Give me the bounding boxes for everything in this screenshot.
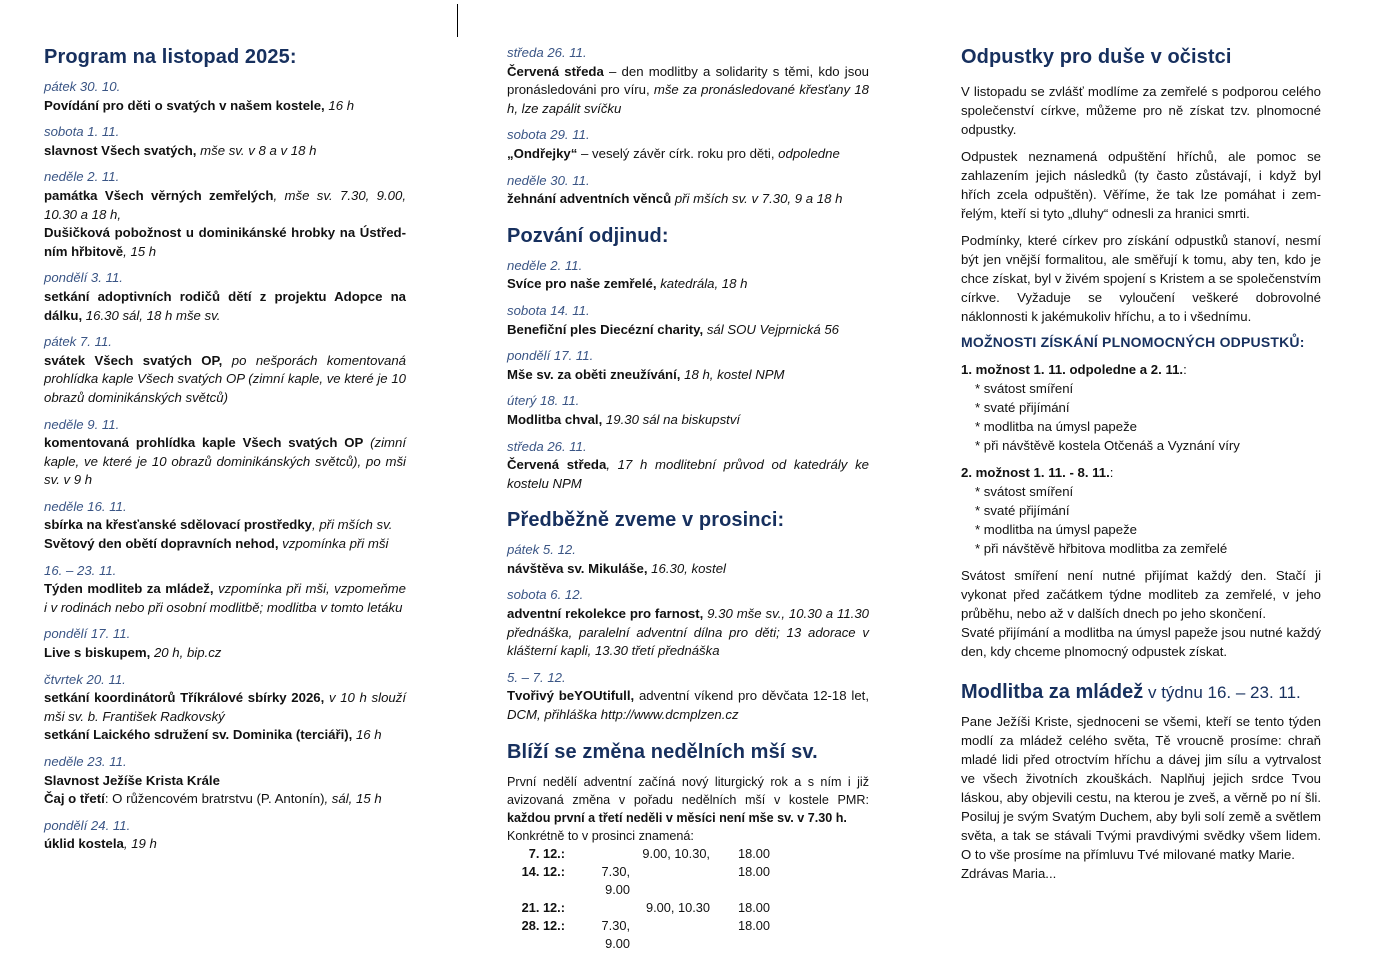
mass-intro: První nedělí adventní začíná nový liturgický rok a s ním i již avizovaná změna v pořadu nedělních mší v kostele PMR: <box>507 774 869 807</box>
event-desc <box>507 687 869 724</box>
option2-title: 2. možnost 1. 11. - 8. 11.: <box>961 465 1114 480</box>
event-desc <box>44 434 406 490</box>
event-details: , 17 h modlitební průvod od katedrály ke kostelu NPM <box>507 457 869 491</box>
event-item <box>44 625 406 662</box>
event-details: 16 h <box>324 97 355 113</box>
mass-times-early <box>575 899 630 917</box>
event-item <box>44 498 406 554</box>
event-item <box>44 78 406 115</box>
event-details: , mše sv. 7.30, 9.00, 10.30 a 18 h, <box>44 187 406 222</box>
event-details: po nešporách komentovaná prohlídka kaple Všech svatých OP (zimní kaple, ve které je 10 obrazů dominikánských světců) <box>44 352 406 405</box>
event-date: sobota 1. 11. <box>44 124 120 140</box>
event-title: Týden modliteb za mládež, <box>44 581 214 597</box>
event-title: setkání koordinátorů Tříkrálové sbírky 2026, <box>44 690 325 706</box>
event-desc <box>507 275 869 294</box>
event-details: 20 h, bip.cz <box>150 645 222 661</box>
event-title: Modlitba chval, <box>507 411 603 427</box>
indulgences-p4b: Svaté přijímání a modlitba na úmysl papeže jsou nutné každý den, kdy chceme plnomocný odpustek získat. <box>961 625 1321 659</box>
event-item <box>507 126 869 163</box>
event-title: svátek Všech svatých OP, <box>44 352 223 368</box>
event-date: 16. – 23. 11. <box>44 562 117 578</box>
event-item <box>507 257 869 294</box>
option-item: * svaté přijímání <box>975 501 1321 520</box>
event-desc <box>507 605 869 661</box>
mass-date: 14. 12.: <box>521 863 565 879</box>
event-date: neděle 23. 11. <box>44 754 127 769</box>
event-title: žehnání adventních věnců <box>507 191 672 207</box>
event-details: odpoledne <box>774 145 840 161</box>
event-details: 18 h, kostel NPM <box>680 366 785 382</box>
event-item <box>507 302 869 339</box>
mass-times-mid <box>630 917 710 953</box>
mass-row <box>507 917 770 953</box>
event-desc <box>44 835 406 854</box>
event-desc <box>44 689 406 745</box>
event-details: mše za pronásledované křesťany 18 h, lze zapálit svíčku <box>507 82 869 116</box>
mass-row <box>507 863 770 899</box>
event-desc <box>44 516 406 553</box>
event-plain: – veselý závěr círk. roku pro děti, <box>577 145 775 161</box>
event-title: „Ondřejky“ <box>507 145 578 161</box>
event-details: v 10 h slouží mši sv. b. František Radkovský <box>44 690 406 724</box>
mass-after: Konkrétně to v prosinci znamená: <box>507 828 694 843</box>
event-title-2: setkání Laického sdružení sv. Dominika (terciáři), <box>44 727 353 743</box>
mass-times-evening: 18.00 <box>737 899 770 915</box>
event-date: čtvrtek 20. 11. <box>44 671 126 687</box>
event-date: 5. – 7. 12. <box>507 669 566 685</box>
event-item <box>44 562 406 618</box>
program-column <box>44 44 406 862</box>
event-date: neděle 30. 11. <box>507 172 590 188</box>
options-title: MOŽNOSTI ZÍSKÁNÍ PLNOMOCNÝCH ODPUSTKŮ: <box>961 334 1305 350</box>
event-item <box>507 172 869 209</box>
event-date: neděle 2. 11. <box>44 169 120 185</box>
event-date: neděle 9. 11. <box>44 416 120 432</box>
option-item: * modlitba na úmysl papeže <box>975 520 1321 539</box>
event-date: sobota 14. 11. <box>507 302 590 318</box>
event-title: návštěva sv. Mikuláše, <box>507 560 648 576</box>
mass-row <box>507 845 770 863</box>
event-desc <box>44 580 406 617</box>
mass-times-mid <box>630 863 710 899</box>
event-date: pondělí 17. 11. <box>44 626 131 642</box>
event-item <box>507 347 869 384</box>
mass-times-evening: 18.00 <box>737 917 770 933</box>
event-date: pátek 7. 11. <box>44 334 112 350</box>
event-item <box>44 753 406 809</box>
event-title: setkání adoptivních rodičů dětí z projektu Adopce na dálku, <box>44 288 406 323</box>
event-item <box>44 269 406 325</box>
event-title: komentovaná prohlídka kaple Všech svatých OP <box>44 435 364 451</box>
event-date: pondělí 3. 11. <box>44 270 123 286</box>
event-date: neděle 16. 11. <box>44 498 127 514</box>
elsewhere-title: Pozvání odjinud: <box>507 224 669 247</box>
event-details-2: : O růžencovém bratrstvu (P. Antonín), sál, 15 h <box>104 791 382 807</box>
event-details: při mších sv. v 7.30, 9 a 18 h <box>671 191 843 207</box>
event-desc <box>44 142 406 161</box>
mass-date: 7. 12.: <box>528 845 565 861</box>
event-item <box>44 817 406 854</box>
event-title: Červená středa <box>507 457 607 473</box>
event-desc <box>507 321 869 340</box>
mass-row <box>507 899 770 917</box>
event-title: Svíce pro naše zemřelé, <box>507 276 657 292</box>
event-desc <box>507 560 869 579</box>
event-title: slavnost Všech svatých, <box>44 142 197 158</box>
indulgences-p2: Odpustek neznamená odpuštění hříchů, ale pomoc se zahlazením jejich následků (ty často zůstávají, i když byl hřích zcela odpuštěn). Věříme, že tak lze pomáhat i zemřelým, kteří si tyto „dluhy“ odnesli za hranici smrti. <box>961 149 1321 221</box>
program-title: Program na listopad 2025: <box>44 46 297 68</box>
event-desc <box>44 187 406 261</box>
event-date: pondělí 24. 11. <box>44 817 131 833</box>
event-item <box>507 669 869 725</box>
event-desc <box>44 644 406 663</box>
event-details-2: 16 h <box>352 727 382 743</box>
event-details: 19.30 sál na biskupství <box>602 411 741 427</box>
event-date: pátek 30. 10. <box>44 79 121 94</box>
mass-times-mid: 9.00, 10.30, <box>642 845 710 861</box>
prayer-text: Pane Ježíši Kriste, sjednoceni se všemi, kteří se tento týden modlí za mládež celého světa, Tě vroucně prosíme: chraň mladé lidi před otroctvím hříchu a dávej jim sílu a vytrvalost ve všech životních zkouškách. Naplňuj jejich srdce Tvou láskou, aby objevili cestu, na kterou je zveš, a věrně po ní šli. Posiluj je svým Svatým Duchem, aby byli solí země a světlem světa, a tak se stávali Tvými pravdivými svědky všem lidem. O to vše prosíme na přímluvu Tvé milované matky Marie. <box>961 714 1321 862</box>
event-date: sobota 6. 12. <box>507 587 584 603</box>
option2-list <box>975 482 1321 558</box>
mass-schedule-table <box>507 845 770 953</box>
december-title: Předběžně zveme v prosinci: <box>507 509 785 532</box>
mass-times-evening: 18.00 <box>737 845 770 861</box>
event-details: mše sv. v 8 a v 18 h <box>196 142 317 158</box>
event-desc <box>507 63 869 119</box>
event-item <box>507 44 869 118</box>
event-desc <box>44 772 406 809</box>
event-date: pátek 5. 12. <box>507 542 576 558</box>
event-title: adventní rekolekce pro farnost, <box>507 606 704 622</box>
event-item <box>44 333 406 407</box>
event-title-2: Dušičková pobožnost u dominikánské hrobky na Ústředním hřbitově <box>44 225 406 259</box>
event-details: 16.30 sál, 18 h mše sv. <box>82 307 221 323</box>
event-title: Mše sv. za oběti zneužívání, <box>507 366 681 382</box>
mass-times-early <box>575 845 630 863</box>
event-details: , při mších sv. <box>312 517 393 533</box>
event-details-2: , 15 h <box>123 243 157 259</box>
mass-date: 21. 12.: <box>521 899 565 915</box>
mass-bold-note: každou první a třetí neděli v měsíci není mše sv. v 7.30 h. <box>507 810 847 825</box>
event-title-2: Světový den obětí dopravních nehod, <box>44 536 279 552</box>
event-date: středa 26. 11. <box>507 45 587 60</box>
mass-date: 28. 12.: <box>521 917 565 933</box>
event-details: , 19 h <box>123 836 157 852</box>
event-details: sál SOU Vejprnická 56 <box>703 321 840 337</box>
event-date: neděle 2. 11. <box>507 257 583 273</box>
event-desc <box>507 411 869 430</box>
event-details: 9.30 mše sv., 10.30 a 11.30 přednáška, paralelní adventní dílna pro děti; 13 adorace v klášterní kapli, 13.30 třetí přednáška <box>507 606 869 659</box>
mass-times-early: 7.30, 9.00 <box>601 917 630 951</box>
event-title-2: Čaj o třetí <box>44 791 105 807</box>
event-title: památka Všech věrných zemřelých <box>44 187 274 203</box>
event-title: sbírka na křesťanské sdělovací prostředky <box>44 517 313 533</box>
event-title: Červená středa <box>507 63 604 79</box>
event-item <box>507 541 869 578</box>
event-desc <box>507 456 869 493</box>
prayer-title: Modlitba za mládež v týdnu 16. – 23. 11. <box>961 681 1301 703</box>
event-item <box>44 168 406 261</box>
event-details: DCM, přihláška http://www.dcmplzen.cz <box>507 707 739 723</box>
event-item <box>507 438 869 494</box>
event-desc <box>507 366 869 385</box>
event-details: 16.30, kostel <box>647 560 726 576</box>
event-title: úklid kostela <box>44 836 124 852</box>
event-details: vzpomínka při mši, vzpomeňme i v rodinách nebo při osobní modlitbě; modlitba v tomto letáku <box>44 581 406 615</box>
mass-times-early: 7.30, 9.00 <box>601 863 630 897</box>
event-plain: adventní víkend pro děvčata 12-18 let, <box>634 688 869 704</box>
event-item <box>507 586 869 660</box>
event-title: Live s biskupem, <box>44 645 151 661</box>
indulgences-title: Odpustky pro duše v očistci <box>961 46 1232 68</box>
event-date: sobota 29. 11. <box>507 127 590 143</box>
prayer-end: Zdrávas Maria... <box>961 866 1057 881</box>
events-column <box>507 44 869 953</box>
option-item: * při návštěvě kostela Otčenáš a Vyznání víry <box>975 436 1321 455</box>
event-desc <box>507 190 869 209</box>
event-desc <box>507 145 869 164</box>
event-title: Benefiční ples Diecézní charity, <box>507 321 704 337</box>
option-item: * svátost smíření <box>975 482 1321 501</box>
event-item <box>44 123 406 160</box>
event-item <box>44 671 406 745</box>
event-details-2: vzpomínka při mši <box>278 536 389 552</box>
event-title: Tvořivý beYOUtifull, <box>507 688 635 704</box>
mass-change-text <box>507 773 869 845</box>
indulgences-p1: V listopadu se zvlášť modlíme za zemřelé s podporou celého společenství církve, můžeme pro ně získat tzv. plnomocné odpustky. <box>961 84 1321 137</box>
mass-change-title: Blíží se změna nedělních mší sv. <box>507 740 818 763</box>
fold-mark <box>457 4 458 37</box>
event-details: (zimní kaple, ve které je 10 obrazů dominikánských světců), po mši sv. v 9 h <box>44 435 406 488</box>
indulgences-p3: Podmínky, které církev pro získání odpustků stanoví, nesmí být jen vnější formalitou, ale směřují k tomu, aby ten, kdo je chce získat, byl v živém spojení s Kristem a se společenstvím církve. Vyžaduje se vyloučení veškeré dobrovolné náklonnosti k jakémukoliv hříchu, a to i všednímu. <box>961 233 1321 324</box>
event-date: středa 26. 11. <box>507 438 587 454</box>
event-title: Povídání pro děti o svatých v našem kostele, <box>44 97 325 113</box>
mass-times-evening: 18.00 <box>737 863 770 879</box>
event-desc <box>44 97 406 116</box>
event-item <box>44 416 406 490</box>
indulgences-p4a: Svátost smíření není nutné přijímat každý den. Stačí ji vykonat před začátkem týdne modliteb za zemřelé, v jeho průběhu, nebo až v dalších dnech po jeho skončení. <box>961 568 1321 621</box>
event-title: Slavnost Ježíše Krista Krále <box>44 772 220 788</box>
event-plain: – den modlitby a solidarity s těmi, kdo jsou pronásledováni pro víru, <box>507 63 869 98</box>
indulgences-column <box>961 44 1321 891</box>
event-details: katedrála, 18 h <box>656 276 748 292</box>
option-item: * modlitba na úmysl papeže <box>975 417 1321 436</box>
event-date: pondělí 17. 11. <box>507 348 594 364</box>
mass-times-mid: 9.00, 10.30 <box>645 899 710 915</box>
option-item: * svátost smíření <box>975 379 1321 398</box>
event-desc <box>44 288 406 325</box>
event-item <box>507 392 869 429</box>
option-item: * svaté přijímání <box>975 398 1321 417</box>
event-desc <box>44 352 406 408</box>
option-item: * při návštěvě hřbitova modlitba za zemřelé <box>975 539 1321 558</box>
option1-title: 1. možnost 1. 11. odpoledne a 2. 11.: <box>961 362 1187 377</box>
event-date: úterý 18. 11. <box>507 393 580 409</box>
option1-list <box>975 379 1321 455</box>
